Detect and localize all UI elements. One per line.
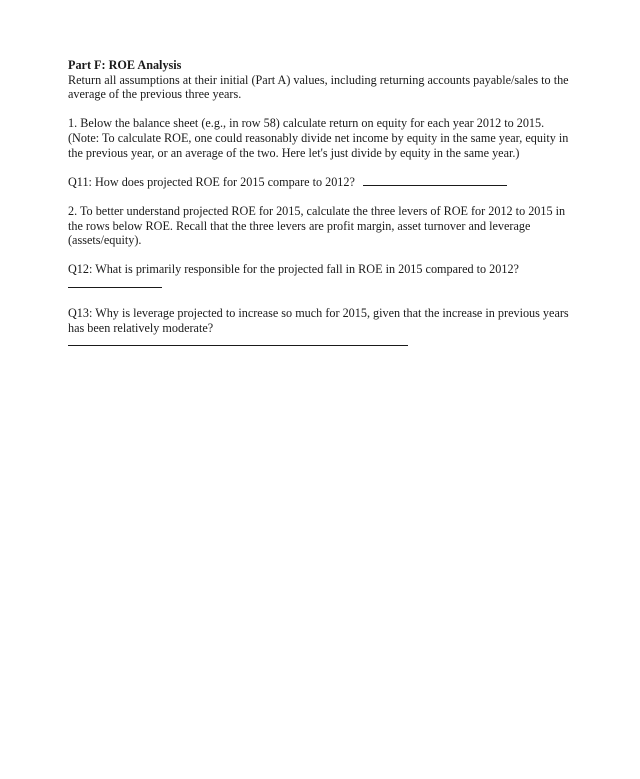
answer-line-q11[interactable]: [363, 175, 507, 186]
question-q11-text: Q11: How does projected ROE for 2015 compare to 2012?: [68, 174, 355, 189]
answer-line-q12[interactable]: [68, 277, 162, 288]
answer-row-q12: [68, 277, 578, 292]
instruction-2: 2. To better understand projected ROE for 2015, calculate the three levers of ROE for 2012 to 2015 in the rows below ROE. Recall that the three levers are profit margin, asset turnover and leverage (assets/equity).: [68, 203, 566, 248]
question-q13: Q13: Why is leverage projected to increase so much for 2015, given that the increase in previous years has been relatively moderate?: [68, 306, 569, 335]
answer-line-q13[interactable]: [68, 335, 408, 346]
question-q12: Q12: What is primarily responsible for the projected fall in ROE in 2015 compared to 2012?: [68, 262, 519, 277]
answer-row-q13: [68, 335, 578, 350]
section-title: Part F: ROE Analysis: [68, 58, 182, 72]
instruction-1: 1. Below the balance sheet (e.g., in row 58) calculate return on equity for each year 2012 to 2015. (Note: To calculate ROE, one could reasonably divide net income by equity in the same year, equity in the previous year, or an average of the two. Here let's just divide by equity in the same year.): [68, 116, 569, 160]
intro-paragraph: Return all assumptions at their initial (Part A) values, including returning accounts payable/sales to the average of the previous three years.: [68, 72, 569, 102]
document-page: [68, 58, 578, 350]
question-q11: [68, 175, 578, 190]
